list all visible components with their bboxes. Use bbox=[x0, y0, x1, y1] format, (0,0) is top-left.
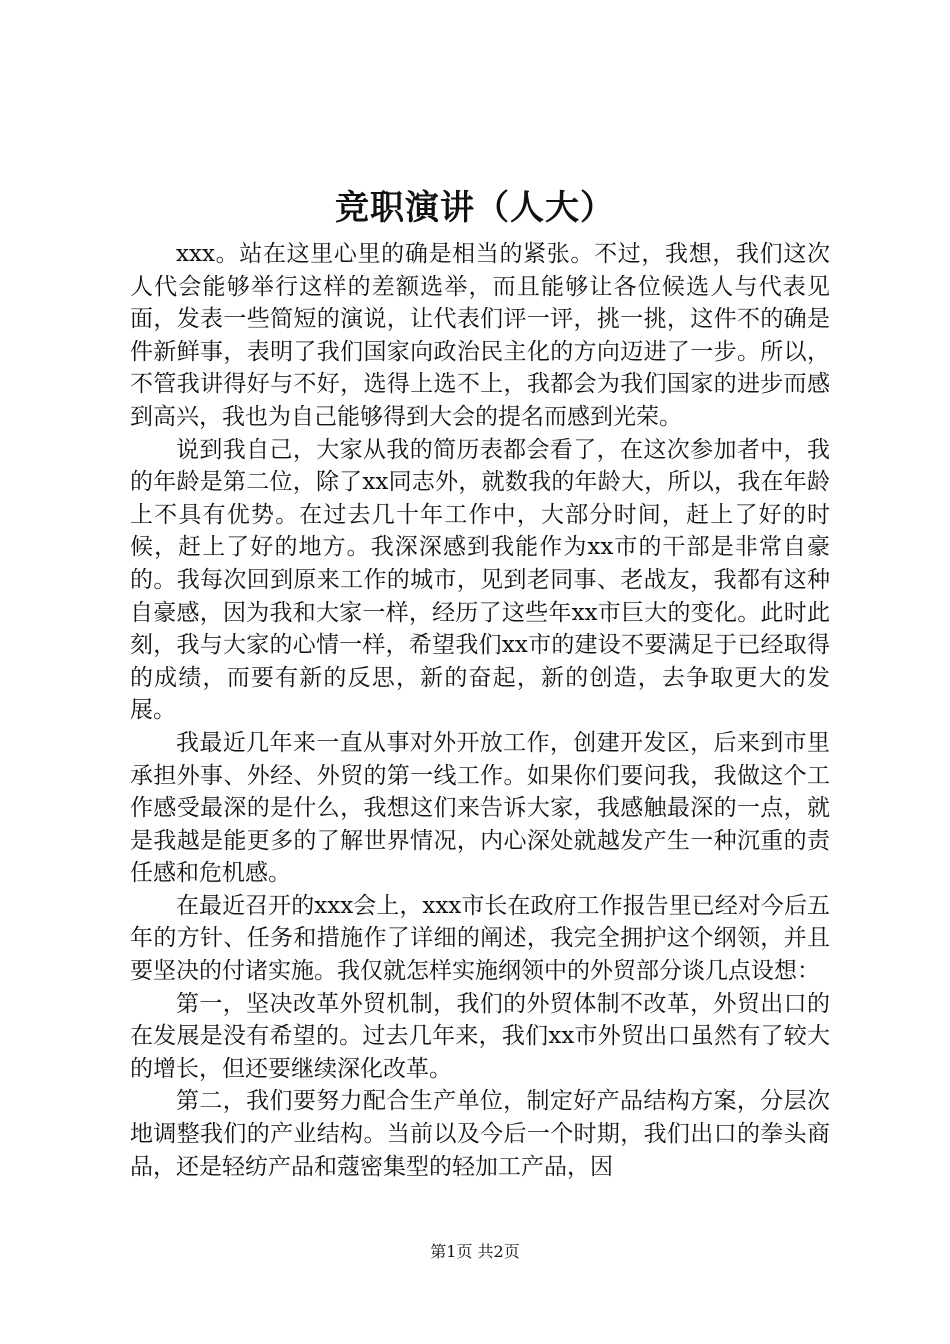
paragraph-6: 第二，我们要努力配合生产单位，制定好产品结构方案，分层次地调整我们的产业结构。当前以及今后一个时期，我们出口的拳头商品，还是轻纺产品和蔻密集型的轻加工产品，因 bbox=[130, 1088, 830, 1180]
page-footer: 第1页 共2页 bbox=[430, 1242, 520, 1261]
paragraph-2: 说到我自己，大家从我的简历表都会看了，在这次参加者中，我的年龄是第二位，除了xx同志外，就数我的年龄大，所以，我在年龄上不具有优势。在过去几十年工作中，大部分时间，赶上了好的时候，赶上了好的地方。我深深感到我能作为xx市的干部是非常自豪的。我每次回到原来工作的城市，见到老同事、老战友，我都有这种自豪感，因为我和大家一样，经历了这些年xx市巨大的变化。此时此刻，我与大家的心情一样，希望我们xx市的建设不要满足于已经取得的成绩，而要有新的反思，新的奋起，新的创造，去争取更大的发展。 bbox=[130, 436, 830, 724]
document-body bbox=[130, 238, 830, 1183]
paragraph-1: xxx。站在这里心里的确是相当的紧张。不过，我想，我们这次人代会能够举行这样的差额选举，而且能够让各位候选人与代表见面，发表一些简短的演说，让代表们评一评，挑一挑，这件不的确是件新鲜事，表明了我们国家向政治民主化的方向迈进了一步。所以，不管我讲得好与不好，选得上选不上，我都会为我们国家的进步而感到高兴，我也为自己能够得到大会的提名而感到光荣。 bbox=[130, 241, 830, 430]
paragraph-4: 在最近召开的xxx会上，xxx市长在政府工作报告里已经对今后五年的方针、任务和措施作了详细的阐述，我完全拥护这个纲领，并且要坚决的付诸实施。我仅就怎样实施纲领中的外贸部分谈几点设想： bbox=[130, 892, 830, 985]
paragraph-5: 第一，坚决改革外贸机制，我们的外贸体制不改革，外贸出口的在发展是没有希望的。过去几年来，我们xx市外贸出口虽然有了较大的增长，但还要继续深化改革。 bbox=[130, 990, 830, 1082]
document-title: 竞职演讲（人大） bbox=[335, 188, 615, 228]
paragraph-3: 我最近几年来一直从事对外开放工作，创建开发区，后来到市里承担外事、外经、外贸的第一线工作。如果你们要问我，我做这个工作感受最深的是什么，我想这们来告诉大家，我感触最深的一点，就是我越是能更多的了解世界情况，内心深处就越发产生一种沉重的责任感和危机感。 bbox=[130, 729, 830, 887]
